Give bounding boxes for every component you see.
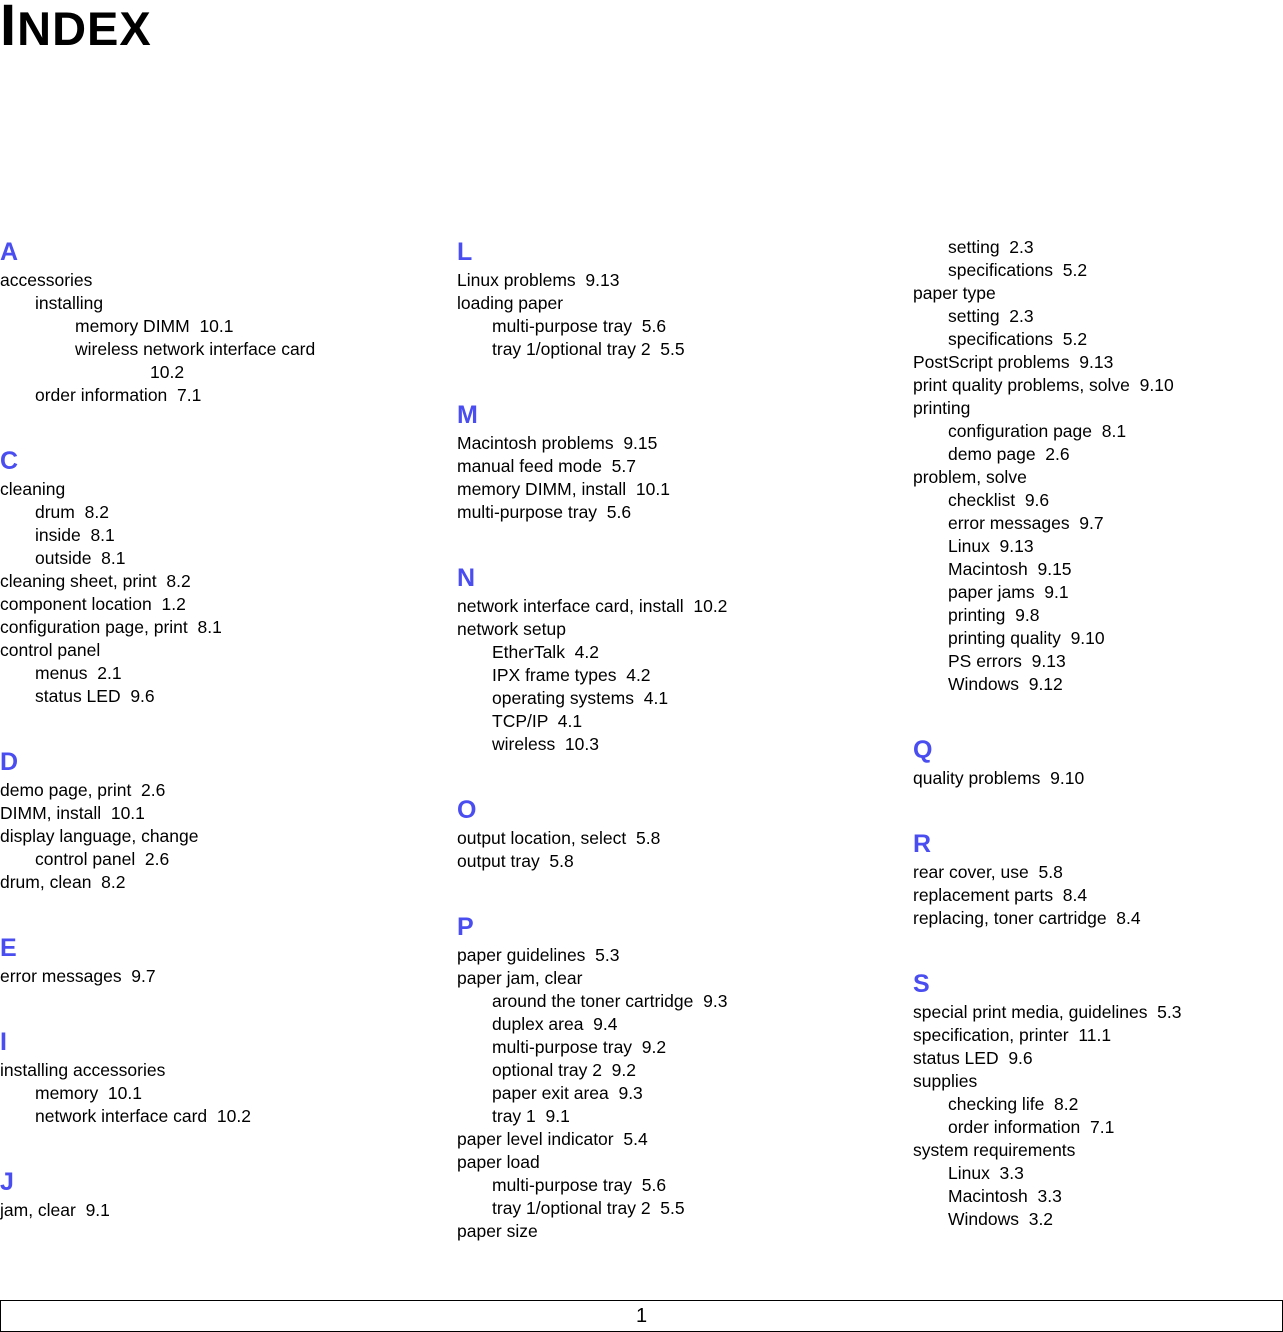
index-column-3 [913,236,1283,1231]
index-section-a [0,238,440,407]
index-section-n [457,564,897,756]
index-section-o [457,796,897,873]
index-entry: memory DIMM, install 10.1 [457,479,670,499]
section-letter: O [457,796,477,824]
index-subentry: TCP/IP 4.1 [492,711,583,731]
index-subentry: demo page 2.6 [948,444,1070,464]
index-subentry: paper jams 9.1 [948,582,1069,602]
index-column-2 [457,236,897,1243]
index-subentry: specifications 5.2 [948,260,1088,280]
title-initial: I [0,0,18,58]
section-letter: I [0,1028,7,1056]
index-subentry: drum 8.2 [35,502,109,522]
index-section-l [457,238,897,361]
index-subentry: installing [35,293,104,313]
index-section-c [0,447,440,708]
index-subentry: Windows 3.2 [948,1209,1054,1229]
index-entry: paper load [457,1152,540,1172]
index-entry: replacing, toner cartridge 8.4 [913,908,1141,928]
index-subentry: EtherTalk 4.2 [492,642,599,662]
section-letter: M [457,401,478,429]
index-entry: status LED 9.6 [913,1048,1033,1068]
index-entry: paper size [457,1221,538,1241]
index-section-e [0,934,440,988]
index-subentry: Linux 3.3 [948,1163,1024,1183]
index-subentry: setting 2.3 [948,237,1034,257]
index-section-continued [913,236,1283,696]
index-subentry: Macintosh 9.15 [948,559,1072,579]
index-subentry: multi-purpose tray 9.2 [492,1037,667,1057]
index-column-1 [0,236,440,1222]
index-entry: PostScript problems 9.13 [913,352,1114,372]
index-section-m [457,401,897,524]
index-entry: cleaning [0,479,66,499]
index-entry: drum, clean 8.2 [0,872,126,892]
index-entry: printing [913,398,971,418]
index-entry: paper type [913,283,996,303]
index-entry: jam, clear 9.1 [0,1200,110,1220]
index-entry: error messages 9.7 [0,966,156,986]
index-subentry: specifications 5.2 [948,329,1088,349]
section-letter: N [457,564,476,592]
index-subentry: Macintosh 3.3 [948,1186,1062,1206]
index-entry: specification, printer 11.1 [913,1025,1112,1045]
index-subentry: wireless 10.3 [492,734,599,754]
index-entry: Linux problems 9.13 [457,270,620,290]
index-subentry: multi-purpose tray 5.6 [492,316,667,336]
index-entry: system requirements [913,1140,1076,1160]
index-subentry: setting 2.3 [948,306,1034,326]
index-subentry: tray 1 9.1 [492,1106,570,1126]
section-letter: C [0,447,19,475]
index-entry: paper jam, clear [457,968,583,988]
index-subentry: order information 7.1 [35,385,202,405]
index-section-d [0,748,440,894]
index-subentry: Linux 9.13 [948,536,1034,556]
index-subentry: checklist 9.6 [948,490,1050,510]
index-subentry: printing quality 9.10 [948,628,1105,648]
index-entry: display language, change [0,826,199,846]
index-subentry: order information 7.1 [948,1117,1115,1137]
page-footer [0,1300,1283,1332]
index-subentry: duplex area 9.4 [492,1014,618,1034]
index-section-i [0,1028,440,1128]
index-subentry: status LED 9.6 [35,686,155,706]
index-entry: manual feed mode 5.7 [457,456,637,476]
index-subentry: paper exit area 9.3 [492,1083,643,1103]
section-letter: A [0,238,19,266]
page-title [0,0,152,58]
index-entry: DIMM, install 10.1 [0,803,145,823]
index-entry: accessories [0,270,93,290]
index-entry: loading paper [457,293,564,313]
section-letter: S [913,970,930,998]
index-subentry: control panel 2.6 [35,849,170,869]
index-entry: print quality problems, solve 9.10 [913,375,1174,395]
section-letter: E [0,934,17,962]
index-subentry: outside 8.1 [35,548,126,568]
index-entry: network interface card, install 10.2 [457,596,728,616]
page-number: 1 [635,1305,648,1327]
index-entry: cleaning sheet, print 8.2 [0,571,191,591]
index-subentry: optional tray 2 9.2 [492,1060,636,1080]
section-letter: P [457,913,474,941]
index-subentry: wireless network interface card [75,339,316,359]
section-letter: L [457,238,473,266]
index-subentry: menus 2.1 [35,663,122,683]
index-entry: network setup [457,619,566,639]
index-entry: control panel [0,640,101,660]
index-entry: installing accessories [0,1060,166,1080]
index-subentry: Windows 9.12 [948,674,1063,694]
index-section-q [913,736,1283,790]
index-subentry: memory 10.1 [35,1083,142,1103]
index-subentry: tray 1/optional tray 2 5.5 [492,1198,685,1218]
index-subentry: memory DIMM 10.1 [75,316,234,336]
section-letter: D [0,748,19,776]
index-entry: problem, solve [913,467,1027,487]
index-entry: multi-purpose tray 5.6 [457,502,632,522]
index-entry: Macintosh problems 9.15 [457,433,658,453]
index-subentry: tray 1/optional tray 2 5.5 [492,339,685,359]
index-subentry: configuration page 8.1 [948,421,1127,441]
index-subentry: error messages 9.7 [948,513,1104,533]
index-section-r [913,830,1283,930]
section-letter: Q [913,736,933,764]
index-entry: paper guidelines 5.3 [457,945,620,965]
index-subentry: IPX frame types 4.2 [492,665,651,685]
index-subentry: multi-purpose tray 5.6 [492,1175,667,1195]
index-section-s [913,970,1283,1231]
index-subentry: operating systems 4.1 [492,688,669,708]
index-subentry: PS errors 9.13 [948,651,1066,671]
index-subentry: checking life 8.2 [948,1094,1079,1114]
index-entry: component location 1.2 [0,594,186,614]
index-section-j [0,1168,440,1222]
index-subentry: network interface card 10.2 [35,1106,251,1126]
index-section-p [457,913,897,1243]
index-entry: replacement parts 8.4 [913,885,1088,905]
index-entry: supplies [913,1071,978,1091]
index-entry: paper level indicator 5.4 [457,1129,648,1149]
index-subentry: inside 8.1 [35,525,115,545]
title-rest: NDEX [17,2,152,55]
index-subentry: 10.2 [150,362,185,382]
index-entry: output tray 5.8 [457,851,574,871]
section-letter: R [913,830,932,858]
index-entry: output location, select 5.8 [457,828,661,848]
index-subentry: around the toner cartridge 9.3 [492,991,728,1011]
index-entry: quality problems 9.10 [913,768,1085,788]
index-entry: rear cover, use 5.8 [913,862,1063,882]
index-entry: configuration page, print 8.1 [0,617,222,637]
section-letter: J [0,1168,14,1196]
index-subentry: printing 9.8 [948,605,1040,625]
index-entry: demo page, print 2.6 [0,780,166,800]
index-entry: special print media, guidelines 5.3 [913,1002,1182,1022]
